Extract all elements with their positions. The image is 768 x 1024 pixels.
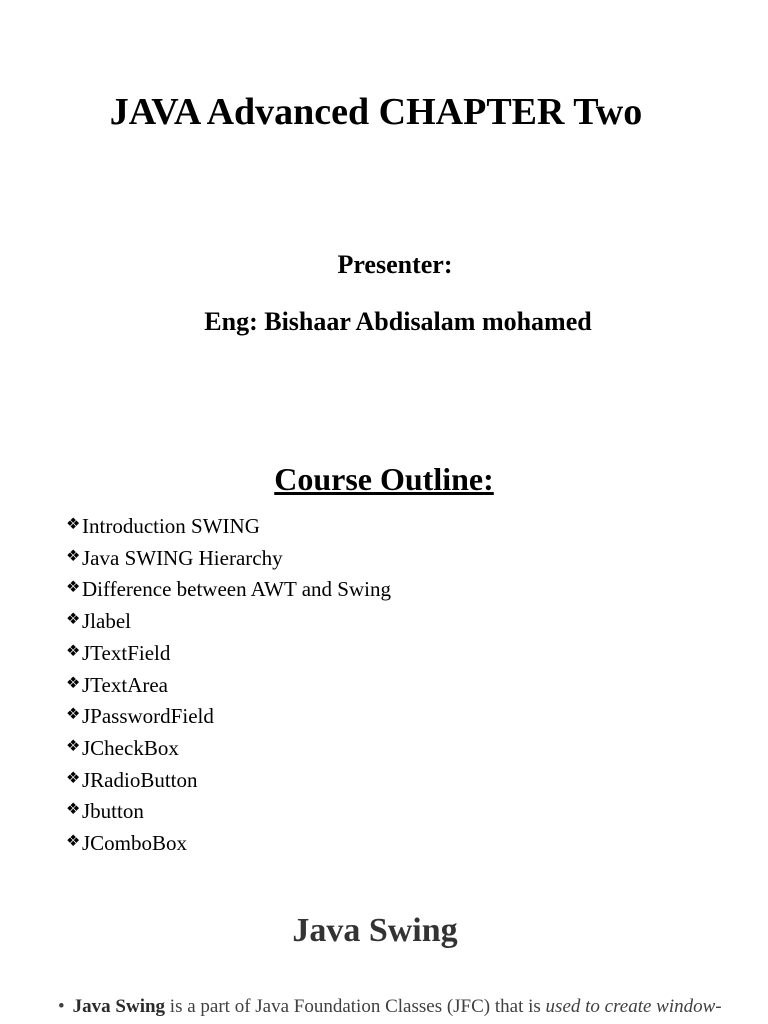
outline-item-label: Jbutton <box>82 799 144 824</box>
outline-item-label: Introduction SWING <box>82 514 260 538</box>
diamond-bullet-icon: ❖ <box>66 642 81 660</box>
outline-item <box>66 671 391 703</box>
diamond-bullet-icon: ❖ <box>66 769 81 787</box>
java-swing-paragraph <box>58 996 768 1018</box>
presenter-label: Presenter: <box>337 250 453 279</box>
paragraph-italic-text: used to create window- <box>545 996 722 1017</box>
bullet-dot-icon: • <box>58 996 65 1017</box>
diamond-bullet-icon: ❖ <box>66 547 81 565</box>
outline-item <box>66 829 391 861</box>
java-swing-heading: Java Swing <box>292 912 458 949</box>
diamond-bullet-icon: ❖ <box>66 737 81 755</box>
diamond-bullet-icon: ❖ <box>66 674 81 692</box>
outline-item-label: JPasswordField <box>82 704 214 729</box>
presenter-name: Eng: Bishaar Abdisalam mohamed <box>204 307 592 336</box>
outline-item <box>66 607 391 639</box>
course-outline-list <box>66 512 391 861</box>
diamond-bullet-icon: ❖ <box>66 801 81 819</box>
outline-item <box>66 544 391 576</box>
outline-item-label: Jlabel <box>82 609 131 634</box>
paragraph-bold-term: Java Swing <box>72 996 166 1017</box>
outline-item-label: JRadioButton <box>82 767 198 792</box>
outline-item <box>66 575 391 607</box>
diamond-bullet-icon: ❖ <box>66 516 81 533</box>
outline-item <box>66 734 391 766</box>
diamond-bullet-icon: ❖ <box>66 706 81 724</box>
diamond-bullet-icon: ❖ <box>66 611 81 629</box>
course-outline-heading: Course Outline: <box>274 461 494 497</box>
outline-item <box>66 702 391 734</box>
outline-item-label: Difference between AWT and Swing <box>82 577 391 602</box>
outline-item-label: JTextField <box>82 640 171 665</box>
document-title: JAVA Advanced CHAPTER Two <box>109 91 643 133</box>
diamond-bullet-icon: ❖ <box>66 579 81 597</box>
outline-item <box>66 639 391 671</box>
paragraph-text: is a part of Java Foundation Classes (JFC) that is <box>165 996 546 1017</box>
diamond-bullet-icon: ❖ <box>66 833 81 851</box>
outline-item <box>66 797 391 829</box>
outline-item-label: Java SWING Hierarchy <box>82 545 283 570</box>
outline-item <box>66 512 391 544</box>
outline-item-label: JTextArea <box>82 672 168 697</box>
outline-item-label: JComboBox <box>82 831 188 856</box>
outline-item-label: JCheckBox <box>82 735 179 760</box>
outline-item <box>66 766 391 798</box>
